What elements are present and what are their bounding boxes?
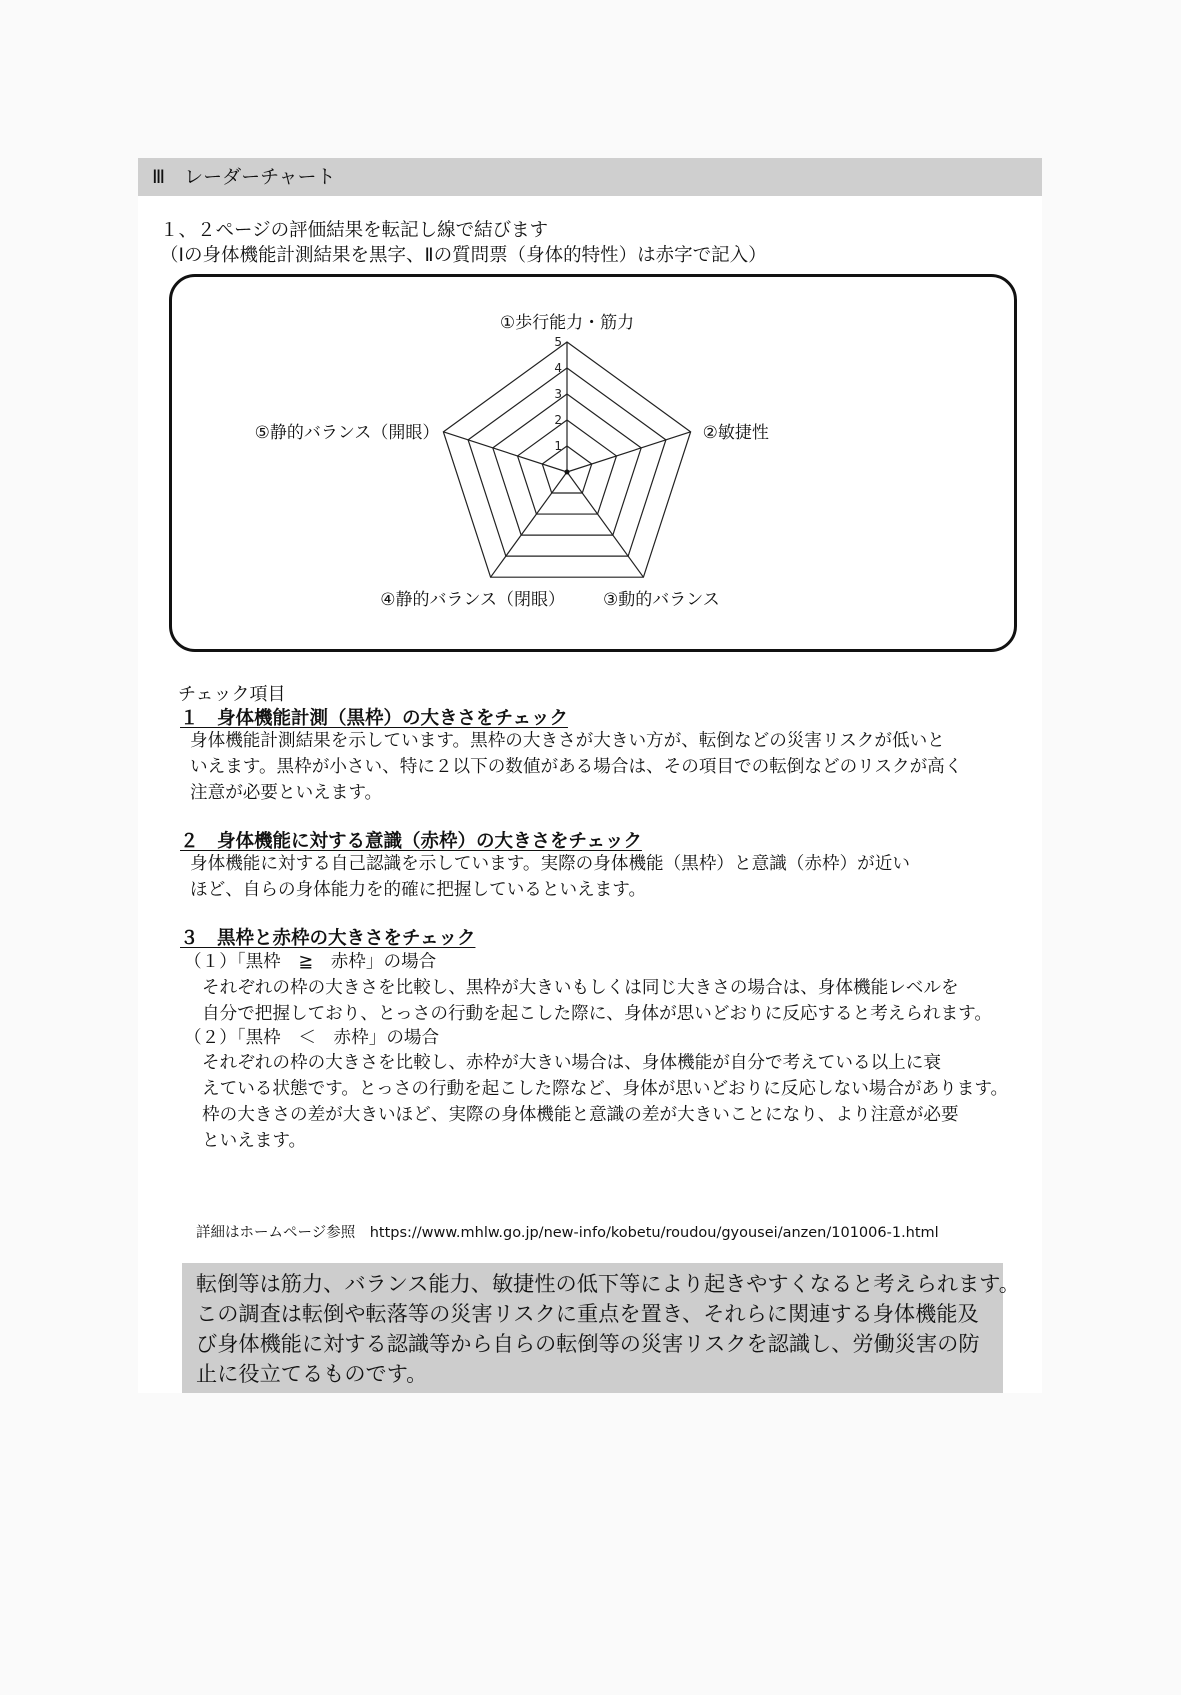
check-text-2-line-2: ほど、自らの身体能力を的確に把握しているといえます。 bbox=[190, 880, 647, 900]
reference-link-text: 詳細はホームページ参照 https://www.mhlw.go.jp/new-info/kobetu/roudou/gyousei/anzen/101006-1.html bbox=[196, 1225, 939, 1241]
intro-line-1: １、２ページの評価結果を転記し線で結びます bbox=[160, 220, 549, 241]
check-heading-3: ３ 黒枠と赤枠の大きさをチェック bbox=[180, 928, 476, 949]
radar-axis-label: ②敏捷性 bbox=[702, 422, 769, 443]
summary-line-4: 止に役立てるものです。 bbox=[196, 1361, 428, 1386]
radar-tick-label: 4 bbox=[554, 361, 562, 375]
radar-tick-label: 1 bbox=[554, 439, 562, 453]
radar-tick-label: 2 bbox=[554, 413, 562, 427]
case-1-line-2: 自分で把握しており、とっさの行動を起こした際に、身体が思いどおりに反応すると考えられます。 bbox=[202, 1004, 992, 1024]
intro-line-2: （Ⅰの身体機能計測結果を黒字、Ⅱの質問票（身体的特性）は赤字で記入） bbox=[160, 245, 767, 266]
radar-spoke-3 bbox=[567, 472, 643, 577]
case-2-label: （２）「黒枠 ＜ 赤枠」の場合 bbox=[184, 1028, 440, 1048]
case-2-line-1: それぞれの枠の大きさを比較し、赤枠が大きい場合は、身体機能が自分で考えている以上に衰 bbox=[202, 1053, 941, 1073]
summary-line-1: 転倒等は筋力、バランス能力、敏捷性の低下等により起きやすくなると考えられます。 bbox=[196, 1271, 1020, 1296]
radar-axis-label: ④静的バランス（閉眼） bbox=[380, 590, 565, 611]
check-text-1-line-2: いえます。黒枠が小さい、特に２以下の数値がある場合は、その項目での転倒などのリスクが高く bbox=[190, 757, 963, 777]
radar-axis-label: ①歩行能力・筋力 bbox=[499, 313, 635, 333]
summary-line-3: び身体機能に対する認識等から自らの転倒等の災害リスクを認識し、労働災害の防 bbox=[196, 1331, 980, 1356]
check-text-2-line-1: 身体機能に対する自己認識を示しています。実際の身体機能（黒枠）と意識（赤枠）が近い bbox=[190, 854, 910, 874]
radar-axis-label: ⑤静的バランス（開眼） bbox=[254, 422, 440, 443]
case-2-line-3: 枠の大きさの差が大きいほど、実際の身体機能と意識の差が大きいことになり、より注意が必要 bbox=[202, 1105, 959, 1125]
case-1-line-1: それぞれの枠の大きさを比較し、黒枠が大きいもしくは同じ大きさの場合は、身体機能レベルを bbox=[202, 978, 959, 998]
check-heading-1: １ 身体機能計測（黒枠）の大きさをチェック bbox=[180, 708, 568, 729]
case-1-label: （１）「黒枠 ≧ 赤枠」の場合 bbox=[184, 952, 437, 972]
case-2-line-4: といえます。 bbox=[202, 1131, 307, 1151]
radar-tick-label: 5 bbox=[554, 335, 562, 349]
section-title: Ⅲ レーダーチャート bbox=[152, 166, 336, 188]
radar-center-dot bbox=[565, 470, 570, 475]
summary-line-2: この調査は転倒や転落等の災害リスクに重点を置き、それらに関連する身体機能及 bbox=[196, 1301, 979, 1326]
check-text-1-line-3: 注意が必要といえます。 bbox=[190, 783, 383, 803]
radar-spoke-4 bbox=[491, 472, 567, 577]
radar-tick-label: 3 bbox=[554, 387, 562, 401]
section-header bbox=[138, 158, 1042, 196]
radar-spoke-2 bbox=[567, 432, 691, 472]
check-items-title: チェック項目 bbox=[178, 684, 286, 705]
check-text-1-line-1: 身体機能計測結果を示しています。黒枠の大きさが大きい方が、転倒などの災害リスクが低いと bbox=[190, 731, 945, 751]
check-heading-2: ２ 身体機能に対する意識（赤枠）の大きさをチェック bbox=[180, 831, 642, 852]
radar-chart bbox=[169, 274, 1017, 652]
radar-axis-label: ③動的バランス bbox=[603, 590, 720, 611]
radar-spoke-5 bbox=[443, 432, 567, 472]
summary-box bbox=[182, 1263, 1020, 1393]
case-2-line-2: えている状態です。とっさの行動を起こした際など、身体が思いどおりに反応しない場合があります。 bbox=[202, 1079, 1009, 1099]
